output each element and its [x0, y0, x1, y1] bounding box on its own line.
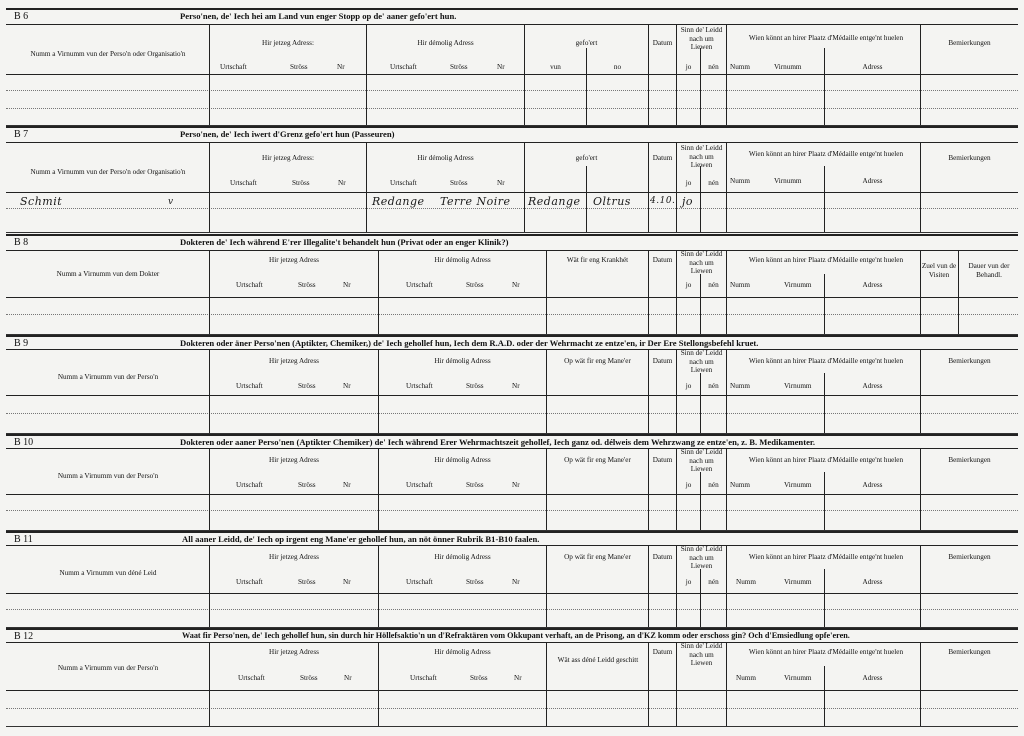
to-label: no	[613, 63, 622, 71]
date-label: Datum	[652, 553, 673, 561]
help-manner-label: Op wät fir eng Mane'er	[564, 456, 631, 464]
name-label: Numm	[730, 382, 750, 390]
guided-label: gefo'ert	[575, 154, 598, 162]
section-code: B 10	[14, 437, 34, 448]
handwritten-former-locality: Redange	[372, 195, 425, 208]
street-label: Ströss	[298, 481, 316, 489]
name-label: Numm	[730, 63, 750, 71]
yes-label: jo	[685, 63, 692, 71]
entry-row[interactable]	[6, 609, 1018, 610]
street-label: Ströss	[470, 674, 488, 682]
name-label: Numm	[736, 674, 756, 682]
section-code: B 8	[14, 237, 29, 248]
section-title: Dokteren oder äner Perso'nen (Aptikter, Chemiker,) de' Iech gehollef hun, Iech dem R.A.D. oder der Wehrmacht ze entze'en, ir Der Ere Stellongsbefehl kruet.	[180, 338, 759, 348]
name-label: Numm	[730, 281, 750, 289]
current-address-label: Hir jetzeg Adress	[269, 456, 319, 464]
number-label: Nr	[337, 63, 345, 71]
locality-label: Urtschaft	[390, 63, 417, 71]
medal-label: Wien könnt an hirer Plaatz d'Médaille entge'nt huelen	[748, 553, 904, 561]
current-address-label: Hir jetzeg Adress	[269, 648, 319, 656]
section-b7	[6, 126, 1018, 235]
current-address-label: Hir jetzeg Adress:	[262, 154, 314, 162]
handwritten-alive-yes: jo	[682, 195, 694, 208]
number-label: Nr	[512, 481, 520, 489]
handwritten-guided-to: Oltrus	[593, 195, 631, 208]
name-leid-label: Numm a Virnumm vun déné Leid	[59, 569, 157, 577]
address-label: Adress	[862, 63, 883, 71]
header-rule	[6, 74, 1018, 75]
section-b12	[6, 628, 1018, 730]
alive-label: Sinn de' Leidd nach um Liewen	[680, 448, 723, 473]
yes-label: jo	[685, 179, 692, 187]
locality-label: Urtschaft	[220, 63, 247, 71]
entry-row[interactable]	[6, 90, 1018, 91]
section-title: Perso'nen, de' Iech iwert d'Grenz gefo'ert hun (Passeuren)	[180, 129, 395, 139]
section-code: B 6	[14, 11, 29, 22]
former-address-label: Hir démolig Adress	[417, 154, 474, 162]
former-address-label: Hir démolig Adress	[434, 553, 491, 561]
number-label: Nr	[497, 179, 505, 187]
name-person-label: Numm a Virnumm vun der Perso'n	[57, 664, 159, 672]
handwritten-date: 4.10.	[650, 196, 676, 206]
address-label: Adress	[862, 281, 883, 289]
number-label: Nr	[497, 63, 505, 71]
medal-label: Wien könnt an hirer Plaatz d'Médaille entge'nt huelen	[748, 648, 904, 656]
locality-label: Urtschaft	[390, 179, 417, 187]
entry-row[interactable]	[6, 708, 1018, 709]
date-label: Datum	[652, 648, 673, 656]
alive-label: Sinn de' Leidd nach um Liewen	[680, 642, 723, 667]
date-label: Datum	[652, 154, 673, 162]
guided-label: gefo'ert	[575, 39, 598, 47]
from-label: vun	[550, 63, 561, 71]
handwritten-name: Schmit	[20, 195, 63, 208]
address-label: Adress	[862, 177, 883, 185]
section-title: Waat fir Perso'nen, de' Iech gehollef hun, sin durch hir Höllefsaktio'n un d'Refraktären vom Okkupant verhaft, an de Prisong, an d'KZ komm oder erschoss gin? Och d'Emsiedlung opfe'eren.	[182, 631, 850, 640]
number-label: Nr	[343, 382, 351, 390]
number-label: Nr	[514, 674, 522, 682]
street-label: Ströss	[298, 578, 316, 586]
entry-row[interactable]	[6, 510, 1018, 511]
number-label: Nr	[512, 578, 520, 586]
medal-label: Wien könnt an hirer Plaatz d'Médaille entge'nt huelen	[748, 150, 904, 158]
address-label: Adress	[862, 674, 883, 682]
section-title: All aaner Leidd, de' Iech op irgent eng Mane'er gehollef hun, an nöt önner Rubrik B1-B10 faalen.	[182, 534, 540, 544]
medal-label: Wien könnt an hirer Plaatz d'Médaille entge'nt huelen	[748, 34, 904, 42]
no-label: nén	[708, 481, 719, 489]
street-label: Ströss	[300, 674, 318, 682]
name-doctor-label: Numm a Virnumm vun dem Dokter	[56, 270, 160, 278]
entry-row[interactable]	[6, 314, 1018, 315]
name-person-label: Numm a Virnumm vun der Perso'n	[57, 373, 159, 381]
address-label: Adress	[862, 578, 883, 586]
section-b8	[6, 234, 1018, 336]
date-label: Datum	[652, 357, 673, 365]
name-org-label: Numm a Virnumm vun der Perso'n oder Organisatio'n	[30, 50, 186, 58]
date-label: Datum	[652, 39, 673, 47]
alive-label: Sinn de' Leidd nach um Liewen	[680, 26, 723, 51]
street-label: Ströss	[466, 281, 484, 289]
locality-label: Urtschaft	[410, 674, 437, 682]
section-code: B 9	[14, 338, 29, 349]
name-label: Numm	[730, 481, 750, 489]
locality-label: Urtschaft	[236, 578, 263, 586]
locality-label: Urtschaft	[236, 481, 263, 489]
locality-label: Urtschaft	[406, 578, 433, 586]
remarks-label: Bemierkungen	[948, 456, 991, 464]
help-manner-label: Op wät fir eng Mane'er	[564, 553, 631, 561]
medal-label: Wien könnt an hirer Plaatz d'Médaille entge'nt huelen	[748, 456, 904, 464]
current-address-label: Hir jetzeg Adress	[269, 357, 319, 365]
no-label: nén	[708, 382, 719, 390]
current-address-label: Hir jetzeg Adress:	[262, 39, 314, 47]
number-label: Nr	[343, 578, 351, 586]
duration-label: Dauer vun der Behandl.	[968, 262, 1010, 279]
section-code: B 12	[14, 631, 34, 642]
header-rule	[6, 24, 1018, 25]
remarks-label: Bemierkungen	[948, 648, 991, 656]
entry-row[interactable]	[6, 208, 1018, 209]
date-label: Datum	[652, 256, 673, 264]
first-name-label: Virnumm	[784, 281, 812, 289]
section-b11	[6, 531, 1018, 629]
alive-label: Sinn de' Leidd nach um Liewen	[680, 250, 723, 275]
address-label: Adress	[862, 481, 883, 489]
street-label: Ströss	[466, 578, 484, 586]
number-label: Nr	[512, 382, 520, 390]
first-name-label: Virnumm	[784, 481, 812, 489]
entry-row[interactable]	[6, 413, 1018, 414]
street-label: Ströss	[450, 179, 468, 187]
street-label: Ströss	[290, 63, 308, 71]
visits-label: Zuel vun de Visiten	[921, 262, 957, 279]
alive-label: Sinn de' Leidd nach um Liewen	[680, 144, 723, 169]
number-label: Nr	[344, 674, 352, 682]
alive-label: Sinn de' Leidd nach um Liewen	[680, 545, 723, 570]
remarks-label: Bemierkungen	[948, 357, 991, 365]
handwritten-mark: v	[168, 197, 174, 207]
locality-label: Urtschaft	[238, 674, 265, 682]
street-label: Ströss	[466, 382, 484, 390]
former-address-label: Hir démolig Adress	[417, 39, 474, 47]
entry-row[interactable]	[6, 108, 1018, 109]
current-address-label: Hir jetzeg Adress	[269, 553, 319, 561]
remarks-label: Bemierkungen	[948, 553, 991, 561]
first-name-label: Virnumm	[784, 578, 812, 586]
section-title: Dokteren de' Iech während E'rer Illegalite't behandelt hun (Privat oder an enger Klinik?)	[180, 237, 509, 247]
first-name-label: Virnumm	[784, 382, 812, 390]
locality-label: Urtschaft	[236, 382, 263, 390]
name-label: Numm	[736, 578, 756, 586]
locality-label: Urtschaft	[236, 281, 263, 289]
name-person-label: Numm a Virnumm vun der Perso'n	[57, 472, 159, 480]
name-label: Numm	[730, 177, 750, 185]
first-name-label: Virnumm	[774, 63, 802, 71]
number-label: Nr	[343, 481, 351, 489]
section-b9	[6, 335, 1018, 435]
yes-label: jo	[685, 382, 692, 390]
illness-label: Wät fir eng Krankhét	[566, 256, 629, 264]
yes-label: jo	[685, 578, 692, 586]
yes-label: jo	[685, 281, 692, 289]
former-address-label: Hir démolig Adress	[434, 648, 491, 656]
help-what-label: Wät ass déné Leidd geschitt	[557, 656, 639, 664]
current-address-label: Hir jetzeg Adress	[269, 256, 319, 264]
date-label: Datum	[652, 456, 673, 464]
no-label: nén	[708, 179, 719, 187]
former-address-label: Hir démolig Adress	[434, 456, 491, 464]
street-label: Ströss	[298, 281, 316, 289]
remarks-label: Bemierkungen	[948, 39, 991, 47]
street-label: Ströss	[292, 179, 310, 187]
former-address-label: Hir démolig Adress	[434, 256, 491, 264]
help-manner-label: Op wät fir eng Mane'er	[564, 357, 631, 365]
handwritten-guided-from: Redange	[528, 195, 581, 208]
first-name-label: Virnumm	[784, 674, 812, 682]
number-label: Nr	[338, 179, 346, 187]
section-title: Dokteren oder aaner Perso'nen (Aptikter Chemiker) de' Iech während Erer Wehrmachtszeit gehollef, Iech ganz od. délweis dem Wehrzwang ze entze'en, z. B. Medikamenter.	[180, 437, 816, 447]
street-label: Ströss	[298, 382, 316, 390]
no-label: nén	[708, 578, 719, 586]
address-label: Adress	[862, 382, 883, 390]
no-label: nén	[708, 63, 719, 71]
number-label: Nr	[343, 281, 351, 289]
medal-label: Wien könnt an hirer Plaatz d'Médaille entge'nt huelen	[748, 256, 904, 264]
locality-label: Urtschaft	[406, 382, 433, 390]
street-label: Ströss	[466, 481, 484, 489]
handwritten-former-street: Terre Noire	[440, 195, 511, 208]
name-org-label: Numm a Virnumm vun der Perso'n oder Organisatio'n	[30, 168, 186, 176]
section-title: Perso'nen, de' Iech hei am Land vun enger Stopp op de' aaner gefo'ert hun.	[180, 11, 457, 21]
section-code: B 7	[14, 129, 29, 140]
section-b10	[6, 434, 1018, 532]
alive-label: Sinn de' Leidd nach um Liewen	[680, 349, 723, 374]
remarks-label: Bemierkungen	[948, 154, 991, 162]
locality-label: Urtschaft	[406, 481, 433, 489]
section-b6	[6, 8, 1018, 127]
medal-label: Wien könnt an hirer Plaatz d'Médaille entge'nt huelen	[748, 357, 904, 365]
street-label: Ströss	[450, 63, 468, 71]
locality-label: Urtschaft	[230, 179, 257, 187]
no-label: nén	[708, 281, 719, 289]
number-label: Nr	[512, 281, 520, 289]
first-name-label: Virnumm	[774, 177, 802, 185]
section-code: B 11	[14, 534, 33, 545]
locality-label: Urtschaft	[406, 281, 433, 289]
former-address-label: Hir démolig Adress	[434, 357, 491, 365]
yes-label: jo	[685, 481, 692, 489]
